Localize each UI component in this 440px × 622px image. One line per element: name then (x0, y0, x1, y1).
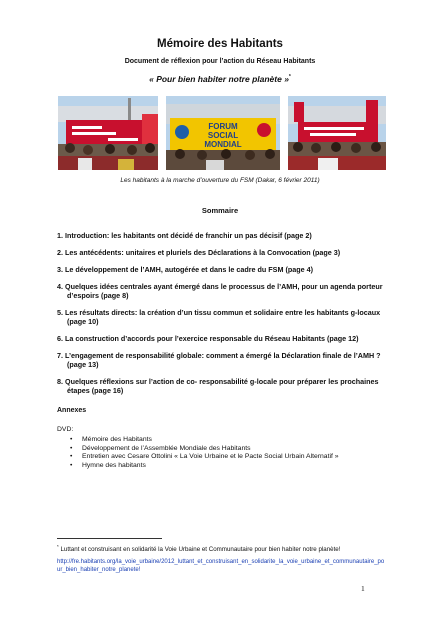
footnote-text: Luttant et construisant en solidarité la Voie Urbaine et Communautaire pour bien habiter notre planète! (58, 546, 341, 554)
footnote-marker: * (57, 544, 59, 549)
sommaire-heading: Sommaire (201, 206, 239, 215)
forum-social-banner-photo-icon (166, 96, 280, 170)
list-item (70, 462, 370, 471)
crowd-banner-photo-icon (58, 96, 158, 170)
toc-item-2: 2. Les antécédents: unitaires et pluriels des Déclarations à la Convocation (page 3) (57, 248, 341, 257)
list-item (70, 445, 370, 454)
page-number: 1 (361, 584, 365, 593)
toc-item-4: 4. Quelques idées centrales ayant émergé dans le processus de l’AMH, pour un agenda porteur d’espoirs (page 8) (57, 282, 383, 300)
dvd-list (70, 436, 370, 470)
banner-text-mondial: MONDIAL (204, 140, 242, 149)
list-item (70, 436, 370, 445)
toc-item-5: 5. Les résultats directs: la création d’un tissu commun et solidaire entre les habitants g-locaux (page 10) (57, 308, 381, 326)
photo-march-left (58, 96, 158, 170)
photo-march-right (288, 96, 386, 170)
toc-item-8: 8. Quelques réflexions sur l’action de co- responsabilité g-locale pour préparer les prochaines étapes (page 16) (57, 377, 379, 395)
bullet-icon: • (70, 461, 73, 469)
toc-item-7: 7. L’engagement de responsabilité globale: comment a émergé la Déclaration finale de l’AMH ? (page 13) (57, 351, 381, 369)
document-subtitle: Document de réflexion pour l’action du Réseau Habitants (124, 58, 316, 65)
photo-caption: Les habitants à la marche d’ouverture du FSM (Dakar, 6 février 2011) (120, 177, 320, 184)
dvd-label: DVD: (57, 426, 74, 433)
footnote-link[interactable]: http://fre.habitants.org/la_voie_urbaine/2012_luttant_et_construisant_en_solidarite_la_voie_urbaine_et_communautaire_pour_bien_habiter_notre_planete! (57, 559, 385, 573)
banner-text-forum: FORUM (208, 122, 238, 131)
motto-footnote-marker: * (288, 74, 291, 81)
list-item (70, 453, 370, 462)
bullet-icon: • (70, 436, 73, 443)
dvd-item-label: Développement de l’Assemblée Mondiale des Habitants (82, 444, 251, 452)
toc-item-1: 1. Introduction: les habitants ont décidé de franchir un pas décisif (page 2) (57, 231, 312, 240)
dvd-item-label: Hymne des habitants (82, 461, 146, 469)
table-of-contents (57, 231, 387, 395)
motto-text: « Pour bien habiter notre planète » (149, 74, 289, 84)
bullet-icon: • (70, 453, 73, 461)
photo-strip (58, 96, 386, 170)
banner-text-social: SOCIAL (207, 131, 239, 140)
annexes-heading: Annexes (57, 407, 87, 414)
dvd-item-label: Mémoire des Habitants (82, 436, 152, 443)
footnote-divider (57, 538, 162, 539)
dvd-item-label: Entretien avec Cesare Ottolini « La Voie Urbaine et le Pacte Social Urbain Alternatif » (82, 453, 339, 461)
photo-forum-banner (166, 96, 280, 170)
document-title: Mémoire des Habitants (157, 38, 283, 50)
bullet-icon: • (70, 444, 73, 452)
document-motto (0, 74, 440, 84)
footnote (57, 543, 387, 554)
crowd-banner-photo-icon (288, 96, 386, 170)
toc-item-6: 6. La construction d’accords pour l’exercice responsable du Réseau Habitants (page 12) (57, 334, 359, 343)
toc-item-3: 3. Le développement de l’AMH, autogérée et dans le cadre du FSM (page 4) (57, 265, 314, 274)
